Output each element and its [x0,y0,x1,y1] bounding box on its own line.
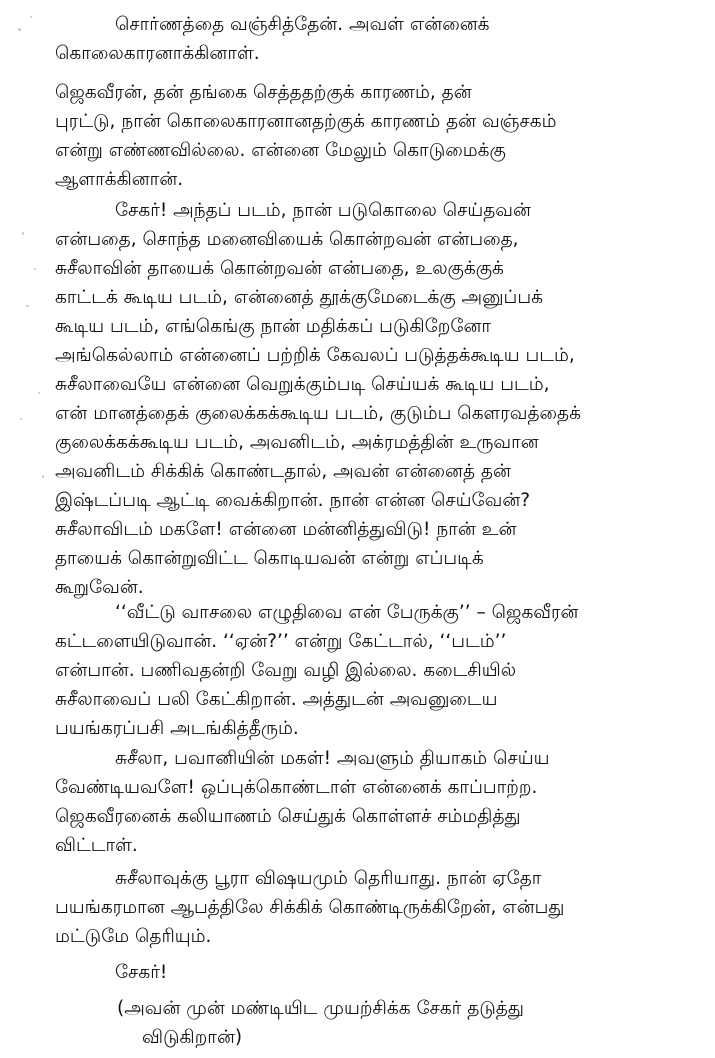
text-line: கொலைகாரனாக்கினாள். [55,43,260,64]
text-line: ஆளாக்கினான். [55,169,184,190]
text-line: பயங்கரமான ஆபத்திலே சிக்கிக் கொண்டிருக்கிறேன், என்பது [55,897,565,918]
paragraph-7 [55,958,675,987]
text-line: பயங்கரப்பசி அடங்கித்தீரும். [55,718,299,739]
text-line: குலைக்கக்கூடிய படம், அவனிடம், அக்ரமத்தின் உருவான [55,432,539,453]
text-line: சுசீலாவுக்கு பூரா விஷயமும் தெரியாது. நான் ஏதோ [115,868,542,889]
text-line: அங்கெல்லாம் என்னைப் பற்றிக் கேவலப் படுத்தக்கூடிய படம், [55,345,575,366]
text-line: சுசீலாவின் தாயைக் கொன்றவன் என்பதை, உலகுக்குக் [55,258,504,279]
text-line: சுசீலாவிடம் மகளே! என்னை மன்னித்துவிடு! நான் உன் [55,519,517,540]
text-line: புரட்டு, நான் கொலைகாரனானதற்குக் காரணம் தன் வஞ்சகம் [55,111,557,132]
text-line: வேண்டியவளே! ஒப்புக்கொண்டாள் என்னைக் காப்பாற்ற. [55,777,538,798]
text-line: கூடிய படம், எங்கெங்கு நான் மதிக்கப் படுகிறேனோ [55,316,492,337]
text-line: காட்டக் கூடிய படம், என்னைத் தூக்குமேடைக்கு அனுப்பக் [55,287,543,308]
text-line: என்று எண்ணவில்லை. என்னை மேலும் கொடுமைக்கு [55,140,506,161]
paragraph-1 [55,10,675,68]
paragraph-2 [55,78,675,194]
paragraph-6 [55,864,675,951]
text-line: சொர்ணத்தை வஞ்சித்தேன். அவள் என்னைக் [115,14,490,35]
paragraph-3 [55,196,675,602]
text-line: தாயைக் கொன்றுவிட்ட கொடியவன் என்று எப்படிக் [55,548,484,569]
text-line: ஜெகவீரனைக் கலியாணம் செய்துக் கொள்ளச் சம்மதித்து [55,806,521,827]
text-line: விட்டாள். [55,835,138,856]
text-line: என்பதை, சொந்த மனைவியைக் கொன்றவன் என்பதை, [55,229,519,250]
text-line: என் மானத்தைக் குலைக்கக்கூடிய படம், குடும்ப கௌரவத்தைக் [55,403,581,424]
text-line: (அவன் முன் மண்டியிட முயற்சிக்க சேகர் தடுத்து [117,998,524,1019]
text-line: சுசீலாவைப் பலி கேட்கிறான். அத்துடன் அவனுடைய [55,689,498,710]
text-line: சுசீலாவையே என்னை வெறுக்கும்படி செய்யக் கூடிய படம், [55,374,550,395]
text-line: சேகர்! அந்தப் படம், நான் படுகொலை செய்தவன் [115,200,531,221]
text-line: அவனிடம் சிக்கிக் கொண்டதால், அவன் என்னைத் தன் [55,461,511,482]
text-line: இஷ்டப்படி ஆட்டி வைக்கிறான். நான் என்ன செய்வேன்? [55,490,531,511]
paragraph-4 [55,598,675,743]
text-line: விடுகிறான்) [142,1027,243,1048]
stage-direction [55,994,675,1052]
text-line: மட்டுமே தெரியும். [55,926,212,947]
text-line: சுசீலா, பவானியின் மகள்! அவளும் தியாகம் செய்ய [115,748,550,769]
text-line: கூறுவேன். [55,577,144,598]
text-line: சேகர்! [115,962,168,983]
paragraph-5 [55,744,675,860]
scan-specks [0,0,60,600]
text-line: ‘‘வீட்டு வாசலை எழுதிவை என் பேருக்கு’’ – ஜெகவீரன் [115,602,579,623]
text-line: கட்டளையிடுவான். ‘‘ஏன்?’’ என்று கேட்டால், ‘‘படம்’’ [55,631,507,652]
text-line: ஜெகவீரன், தன் தங்கை செத்ததற்குக் காரணம், தன் [55,82,472,103]
text-line: என்பான். பணிவதன்றி வேறு வழி இல்லை. கடைசியில் [55,660,517,681]
